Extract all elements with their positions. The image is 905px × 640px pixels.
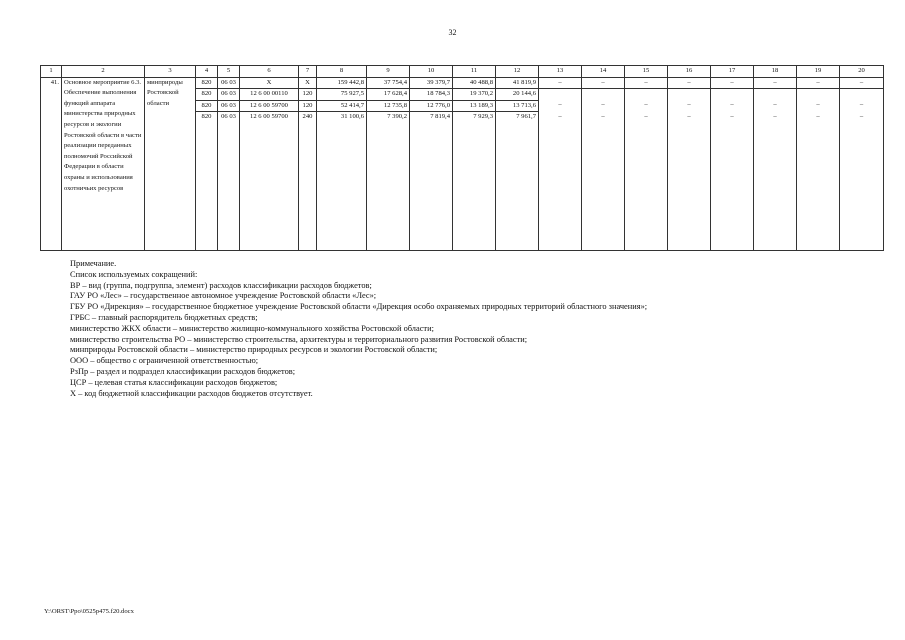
amount-cell [797,89,840,101]
note-line: ООО – общество с ограниченной ответственностью; [70,356,259,366]
amount-cell: – [797,112,840,251]
header-cell: 1 [41,66,62,78]
amount-cell: – [711,100,754,112]
amount-cell: – [539,100,582,112]
grbs-cell: 820 [196,89,218,101]
row-number-cell: 41. [41,77,62,251]
amount-cell [711,89,754,101]
note-line: РзПр – раздел и подраздел классификации расходов бюджетов; [70,366,296,376]
amount-cell: 41 819,9 [496,77,539,89]
header-cell: 16 [668,66,711,78]
header-cell: 5 [218,66,240,78]
header-cell: 8 [317,66,367,78]
executor-cell: минприроды Ростовской области [145,77,196,251]
note-line: ГБУ РО «Дирекция» – государственное бюджетное учреждение Ростовской области «Дирекция особо охраняемых природных территорий областного значения»; [70,302,648,312]
amount-cell: 7 961,7 [496,112,539,251]
table-header-row [41,66,884,78]
header-cell: 9 [367,66,410,78]
rzpr-cell: 06 03 [218,100,240,112]
amount-cell [840,89,884,101]
header-cell: 11 [453,66,496,78]
vr-cell: 240 [299,112,317,251]
amount-cell: – [840,112,884,251]
amount-cell: 75 927,5 [317,89,367,101]
budget-table [40,65,884,251]
note-line: ВР – вид (группа, подгруппа, элемент) расходов классификации расходов бюджетов; [70,280,372,290]
amount-cell: – [840,100,884,112]
amount-cell: 17 628,4 [367,89,410,101]
amount-cell [754,89,797,101]
notes-section [70,259,870,399]
amount-cell: – [797,100,840,112]
amount-cell: – [582,77,625,89]
amount-cell: 13 189,3 [453,100,496,112]
header-cell: 2 [62,66,145,78]
note-line: Список используемых сокращений: [70,269,198,279]
csr-cell: 12 6 00 00110 [240,89,299,101]
amount-cell: 52 414,7 [317,100,367,112]
header-cell: 20 [840,66,884,78]
note-line: Х – код бюджетной классификации расходов бюджетов отсутствует. [70,388,313,398]
header-cell: 18 [754,66,797,78]
vr-cell: 120 [299,100,317,112]
amount-cell: – [668,100,711,112]
rzpr-cell: 06 03 [218,112,240,251]
amount-cell: 7 929,3 [453,112,496,251]
header-cell: 7 [299,66,317,78]
header-cell: 19 [797,66,840,78]
note-line: министерство строительства РО – министерство строительства, архитектуры и территориального развития Ростовской области; [70,334,528,344]
rzpr-cell: 06 03 [218,77,240,89]
amount-cell: – [797,77,840,89]
amount-cell: – [711,112,754,251]
amount-cell: – [840,77,884,89]
amount-cell: – [668,77,711,89]
amount-cell: – [668,112,711,251]
note-line: ЦСР – целевая статья классификации расходов бюджетов; [70,377,278,387]
amount-cell: 19 370,2 [453,89,496,101]
amount-cell [582,89,625,101]
grbs-cell: 820 [196,100,218,112]
grbs-cell: 820 [196,77,218,89]
csr-cell: 12 6 00 59700 [240,100,299,112]
rzpr-cell: 06 03 [218,89,240,101]
header-cell: 10 [410,66,453,78]
header-cell: 17 [711,66,754,78]
amount-cell: – [539,112,582,251]
header-cell: 4 [196,66,218,78]
grbs-cell: 820 [196,112,218,251]
vr-cell: Х [299,77,317,89]
header-cell: 3 [145,66,196,78]
amount-cell [539,89,582,101]
vr-cell: 120 [299,89,317,101]
csr-cell: Х [240,77,299,89]
header-cell: 14 [582,66,625,78]
header-cell: 12 [496,66,539,78]
header-cell: 6 [240,66,299,78]
file-path-footer: Y:\ORST\Ppo\0525p475.f20.docx [44,608,134,615]
amount-cell: – [754,77,797,89]
amount-cell: – [625,100,668,112]
notes-title: Примечание. [70,259,117,268]
activity-description-cell: Основное мероприятие 6.3. Обеспечение выполнения функций аппарата министерства природных ресурсов и экологии Ростовской области в части реализации переданных полномочий Российской Федерации в области охраны и использования охотничьих ресурсов [62,77,145,251]
page-number: 32 [448,28,457,37]
header-cell: 15 [625,66,668,78]
amount-cell [625,89,668,101]
amount-cell: – [754,112,797,251]
note-line: министерство ЖКХ области – министерство жилищно-коммунального хозяйства Ростовской области; [70,323,434,333]
header-cell: 13 [539,66,582,78]
csr-cell: 12 6 00 59700 [240,112,299,251]
amount-cell: – [754,100,797,112]
amount-cell: 40 488,8 [453,77,496,89]
amount-cell: 159 442,8 [317,77,367,89]
amount-cell: 31 100,6 [317,112,367,251]
note-line: ГАУ РО «Лес» – государственное автономное учреждение Ростовской области «Лес»; [70,291,377,301]
amount-cell [668,89,711,101]
amount-cell: 39 379,7 [410,77,453,89]
amount-cell: – [582,112,625,251]
amount-cell: – [539,77,582,89]
note-line: ГРБС – главный распорядитель бюджетных средств; [70,312,258,322]
amount-cell: 13 713,6 [496,100,539,112]
note-line: минприроды Ростовской области – министерство природных ресурсов и экологии Ростовской области; [70,345,438,355]
amount-cell: 12 776,0 [410,100,453,112]
amount-cell: 7 390,2 [367,112,410,251]
amount-cell: 20 144,6 [496,89,539,101]
amount-cell: – [625,77,668,89]
amount-cell: – [625,112,668,251]
amount-cell: – [711,77,754,89]
amount-cell: – [582,100,625,112]
amount-cell: 7 819,4 [410,112,453,251]
amount-cell: 37 754,4 [367,77,410,89]
amount-cell: 18 784,3 [410,89,453,101]
table-row [41,77,884,89]
amount-cell: 12 735,8 [367,100,410,112]
